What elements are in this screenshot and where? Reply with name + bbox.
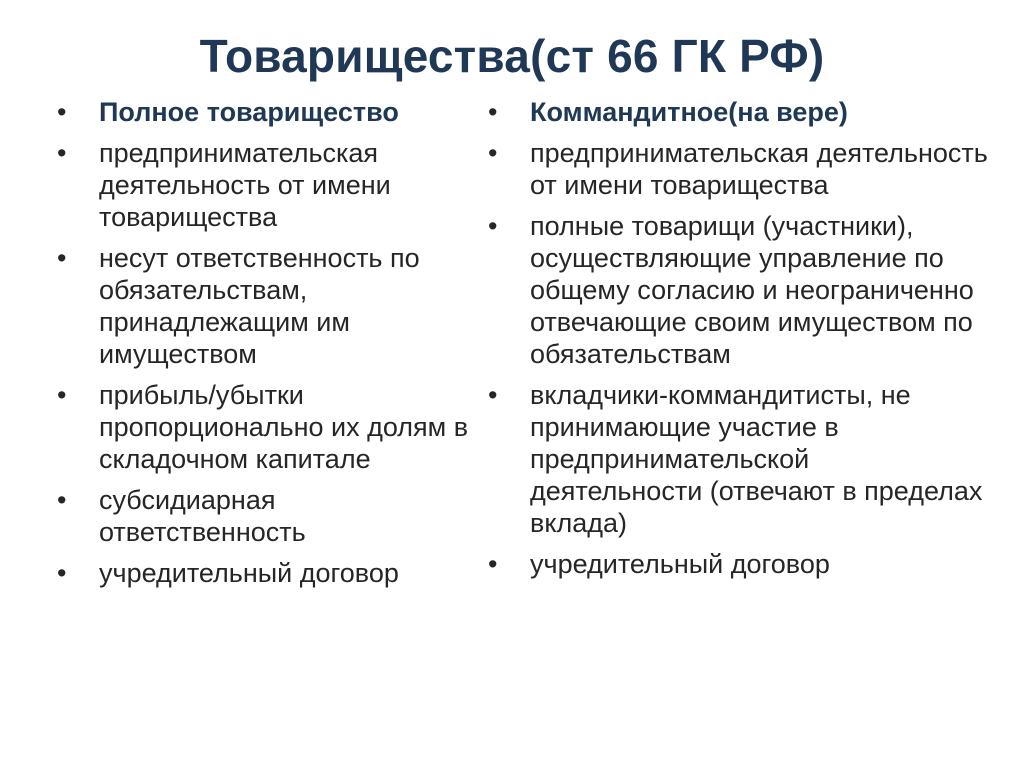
bullet-icon: • bbox=[57, 243, 67, 273]
bullet-icon: • bbox=[57, 558, 67, 588]
right-heading-text: Коммандитное(на вере) bbox=[530, 97, 848, 127]
left-list-item bbox=[57, 242, 477, 370]
bullet-icon: • bbox=[57, 380, 67, 410]
left-column-heading bbox=[57, 96, 477, 128]
slide-title: Товарищества(ст 66 ГК РФ) bbox=[199, 30, 825, 82]
bullet-icon: • bbox=[488, 97, 498, 127]
left-column bbox=[57, 96, 477, 598]
right-item-text: полные товарищи (участники), осуществляющие управление по общему согласию и неограниченно отвечающие своим имуществом по обязательствам bbox=[530, 211, 974, 369]
bullet-icon: • bbox=[488, 138, 498, 168]
right-list-item bbox=[488, 137, 988, 201]
right-item-text: вкладчики-коммандитисты, не принимающие участие в предпринимательской деятельности (отвечают в пределах вклада) bbox=[530, 380, 983, 538]
right-list-item bbox=[488, 379, 988, 539]
right-list-item bbox=[488, 210, 988, 370]
bullet-icon: • bbox=[57, 97, 67, 127]
left-item-text: субсидиарная ответственность bbox=[99, 485, 306, 547]
left-item-text: учредительный договор bbox=[99, 558, 399, 588]
left-list-item bbox=[57, 557, 477, 589]
bullet-icon: • bbox=[488, 380, 498, 410]
right-list-item bbox=[488, 548, 988, 580]
left-list-item bbox=[57, 484, 477, 548]
bullet-icon: • bbox=[57, 138, 67, 168]
bullet-icon: • bbox=[488, 211, 498, 241]
left-item-text: несут ответственность по обязательствам, принадлежащим им имуществом bbox=[99, 243, 420, 369]
right-column-heading bbox=[488, 96, 988, 128]
left-list-item bbox=[57, 137, 477, 233]
right-item-text: предпринимательская деятельность от имени товарищества bbox=[530, 138, 988, 200]
bullet-icon: • bbox=[488, 549, 498, 579]
right-item-text: учредительный договор bbox=[530, 549, 830, 579]
bullet-icon: • bbox=[57, 485, 67, 515]
left-list-item bbox=[57, 379, 477, 475]
left-item-text: прибыль/убытки пропорционально их долям в складочном капитале bbox=[99, 380, 469, 474]
right-column bbox=[488, 96, 988, 589]
left-item-text: предпринимательская деятельность от имени товарищества bbox=[99, 138, 391, 232]
left-heading-text: Полное товарищество bbox=[99, 97, 399, 127]
